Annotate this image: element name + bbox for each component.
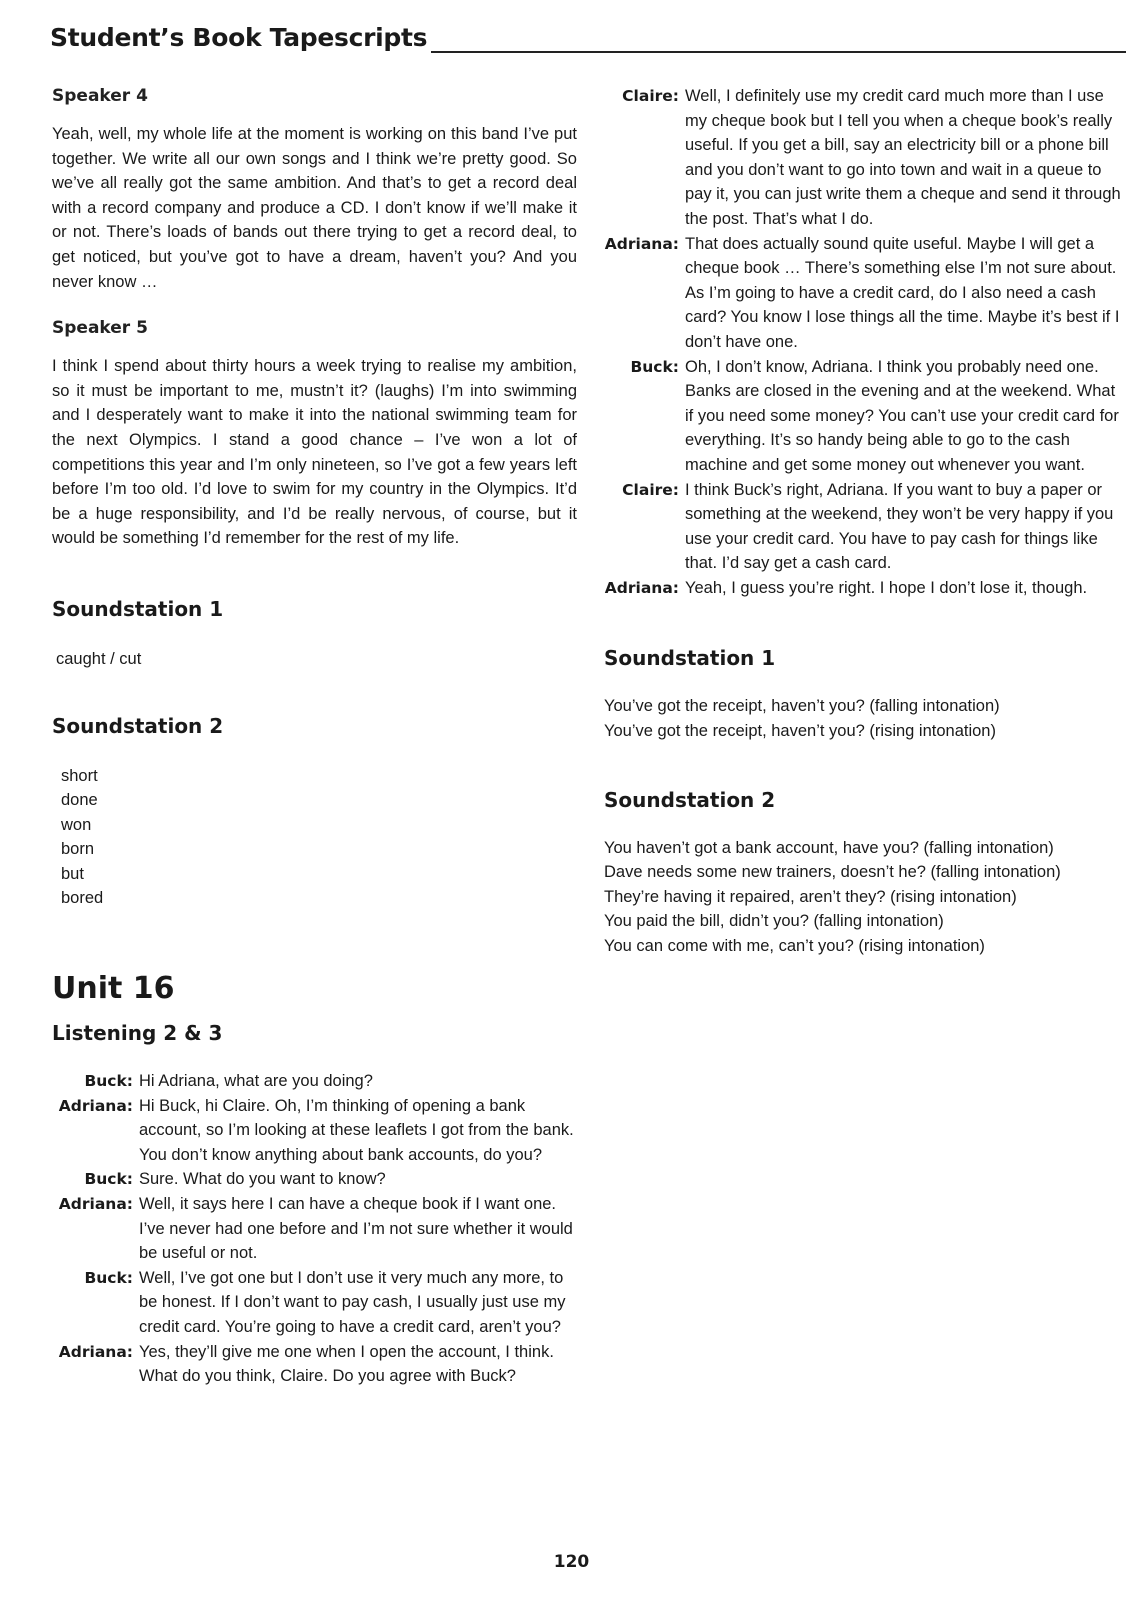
dialogue-line: Well, it says here I can have a cheque book if I want one. I’ve never had one before and I’m not sure whether it would be useful or not. <box>139 1195 573 1263</box>
speaker-4-section <box>52 84 577 294</box>
soundstation-1-heading: Soundstation 1 <box>52 596 224 621</box>
right-soundstation-2-heading: Soundstation 2 <box>604 787 776 812</box>
speaker-4-text: Yeah, well, my whole life at the moment is working on this band I’ve put together. We write all our own songs and I think we’re pretty good. So we’ve all really got the same ambition. And that’s to get a record deal with a record company and produce a CD. I don’t know if we’ll make it or not. There’s loads of bands out there trying to get a record deal, to get noticed, but you’ve got to have a dream, haven’t you? And you never know … <box>52 125 577 291</box>
right-soundstation-1-section <box>604 644 1126 743</box>
dialogue-line: Hi Adriana, what are you doing? <box>139 1072 373 1091</box>
right-column <box>604 84 1126 959</box>
dialogue-line: Sure. What do you want to know? <box>139 1170 386 1189</box>
speaker-name: Buck: <box>84 1170 133 1189</box>
dialogue-line: Yeah, I guess you’re right. I hope I don’t lose it, though. <box>685 578 1088 597</box>
soundstation-1-section <box>52 595 577 672</box>
right-soundstation-2-lines <box>604 836 1126 959</box>
word-item: born <box>61 840 95 859</box>
word-item: won <box>61 815 92 834</box>
word-item: done <box>61 791 98 810</box>
unit-title: Unit 16 <box>52 971 175 1007</box>
listening-heading: Listening 2 & 3 <box>52 1021 223 1046</box>
word-item: bored <box>61 889 104 908</box>
soundstation-1-text: caught / cut <box>56 649 142 668</box>
dialogue-line: Oh, I don’t know, Adriana. I think you probably need one. Banks are closed in the evening and at the weekend. What if you need some money? You can’t use your credit card for everything. It’s so handy being able to go to the cash machine and get some money out whenever you want. <box>685 357 1119 474</box>
speaker-5-heading: Speaker 5 <box>52 318 148 339</box>
speaker-name: Adriana: <box>604 234 679 253</box>
page-header <box>50 20 1126 53</box>
speaker-5-section <box>52 316 577 551</box>
left-column <box>52 84 577 1389</box>
intonation-line: You haven’t got a bank account, have you? (falling intonation) <box>604 838 1054 857</box>
right-soundstation-1-lines <box>604 694 1126 743</box>
right-soundstation-1-heading: Soundstation 1 <box>604 646 776 671</box>
soundstation-2-heading: Soundstation 2 <box>52 713 224 738</box>
dialogue-line: That does actually sound quite useful. Maybe I will get a cheque book … There’s something else I’m not sure about. As I’m going to have a credit card, do I also need a cash card? You know I lose things all the time. Maybe it’s best if I don’t have one. <box>685 234 1120 351</box>
page-title: Student’s Book Tapescripts <box>50 20 431 56</box>
right-soundstation-2-section <box>604 786 1126 959</box>
dialogue-line: Well, I definitely use my credit card much more than I use my cheque book but I tell you when a cheque book’s really useful. If you get a bill, say an electricity bill or a phone bill and you don’t want to go into town and wait in a queue to pay it, you can just write them a cheque and send it through the post. That’s what I do. <box>685 87 1121 228</box>
dialogue-line: Yes, they’ll give me one when I open the account, I think. What do you think, Claire. Do you agree with Buck? <box>139 1342 554 1386</box>
intonation-line: You’ve got the receipt, haven’t you? (falling intonation) <box>604 697 1000 716</box>
speaker-name: Buck: <box>84 1268 133 1287</box>
soundstation-2-word-list <box>52 764 577 912</box>
intonation-line: They’re having it repaired, aren’t they? (rising intonation) <box>604 887 1017 906</box>
left-dialogue <box>52 1069 577 1389</box>
page-number: 120 <box>553 1552 590 1572</box>
intonation-line: Dave needs some new trainers, doesn’t he? (falling intonation) <box>604 863 1061 882</box>
right-dialogue <box>595 84 1126 600</box>
word-item: short <box>61 766 98 785</box>
speaker-name: Buck: <box>84 1072 133 1091</box>
dialogue-line: Well, I’ve got one but I don’t use it very much any more, to be honest. If I don’t want to pay cash, I usually just use my credit card. You’re going to have a credit card, aren’t you? <box>139 1268 566 1336</box>
speaker-name: Adriana: <box>58 1342 133 1361</box>
dialogue-line: I think Buck’s right, Adriana. If you want to buy a paper or something at the weekend, they won’t be very happy if you use your credit card. You have to pay cash for things like that. I’d say get a cash card. <box>685 480 1114 573</box>
speaker-name: Buck: <box>630 357 679 376</box>
intonation-line: You paid the bill, didn’t you? (falling intonation) <box>604 912 944 931</box>
word-item: but <box>61 864 84 883</box>
speaker-name: Claire: <box>622 87 679 105</box>
speaker-name: Adriana: <box>604 578 679 597</box>
soundstation-2-section <box>52 712 577 912</box>
intonation-line: You can come with me, can’t you? (rising intonation) <box>604 937 985 956</box>
speaker-4-heading: Speaker 4 <box>52 86 148 106</box>
dialogue-line: Hi Buck, hi Claire. Oh, I’m thinking of opening a bank account, so I’m looking at these leaflets I got from the bank. You don’t know anything about bank accounts, do you? <box>139 1096 574 1164</box>
speaker-name: Adriana: <box>58 1195 133 1214</box>
speaker-name: Claire: <box>622 480 679 499</box>
unit-16-section <box>52 969 577 1389</box>
speaker-5-text: I think I spend about thirty hours a week trying to realise my ambition, so it must be important to me, mustn’t it? (laughs) I’m into swimming and I desperately want to make it into the national swimming team for the next Olympics. I stand a good chance – I’ve won a lot of competitions this year and I’m only nineteen, so I’ve got a few years left before I’m too old. I’d love to swim for my country in the Olympics. It’d be a huge responsibility, and I’d be really nervous, of course, but it would be something I’d remember for the rest of my life. <box>52 357 577 548</box>
intonation-line: You’ve got the receipt, haven’t you? (rising intonation) <box>604 722 996 741</box>
speaker-name: Adriana: <box>58 1096 133 1115</box>
